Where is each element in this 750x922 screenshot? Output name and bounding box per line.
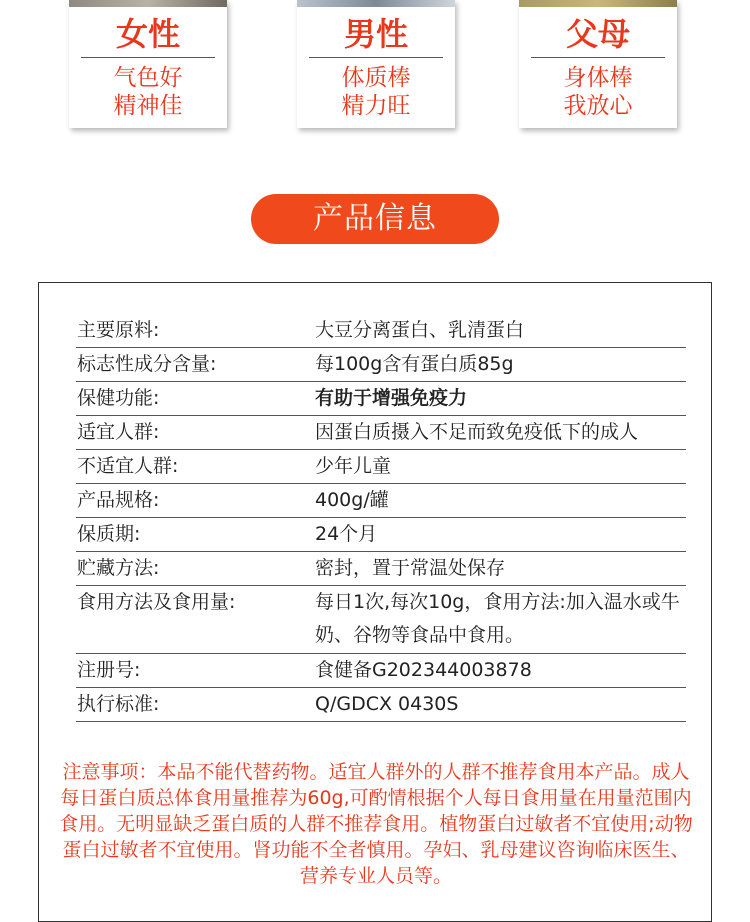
table-row <box>76 382 686 416</box>
table-row <box>76 314 686 348</box>
table-row <box>76 552 686 586</box>
table-row <box>76 654 686 688</box>
row-value: 400g/罐 <box>315 489 389 511</box>
row-key: 产品规格: <box>77 489 160 511</box>
card-line-1: 体质棒 <box>341 65 411 91</box>
row-key: 主要原料: <box>77 319 160 341</box>
row-value: 24个月 <box>315 523 378 545</box>
row-value: 少年儿童 <box>315 455 392 477</box>
row-key: 标志性成分含量: <box>77 353 217 375</box>
row-key: 贮藏方法: <box>77 557 160 579</box>
card-line-2: 我放心 <box>563 93 633 119</box>
table-row <box>76 416 686 450</box>
card-photo <box>519 0 677 7</box>
row-value: 食健备G202344003878 <box>315 659 532 681</box>
card-line-2: 精神佳 <box>113 93 183 119</box>
card-photo <box>69 0 227 7</box>
row-key: 食用方法及食用量: <box>77 591 236 613</box>
table-row <box>76 688 686 722</box>
row-value: 大豆分离蛋白、乳清蛋白 <box>315 319 525 341</box>
card-title: 父母 <box>565 15 630 53</box>
table-row <box>76 586 686 654</box>
card-divider <box>531 57 665 58</box>
row-value: 每100g含有蛋白质85g <box>315 353 514 375</box>
card-men <box>297 0 455 128</box>
table-row <box>76 484 686 518</box>
table-row <box>76 518 686 552</box>
row-key: 执行标准: <box>77 693 160 715</box>
row-value: 有助于增强免疫力 <box>315 387 468 409</box>
row-key: 注册号: <box>77 659 141 681</box>
row-key: 适宜人群: <box>77 421 160 443</box>
row-key: 保健功能: <box>77 387 160 409</box>
card-title: 男性 <box>343 15 408 53</box>
row-value: Q/GDCX 0430S <box>315 693 459 715</box>
row-value: 每日1次,每次10g，食用方法:加入温水或牛奶、谷物等食品中食用。 <box>315 591 680 646</box>
card-parents <box>519 0 677 128</box>
card-line-1: 身体棒 <box>563 65 633 91</box>
row-value: 因蛋白质摄入不足而致免疫低下的成人 <box>315 421 639 443</box>
card-line-2: 精力旺 <box>341 93 411 119</box>
table-row <box>76 348 686 382</box>
card-divider <box>81 57 215 58</box>
card-divider <box>309 57 443 58</box>
product-info-panel <box>38 282 712 922</box>
card-line-1: 气色好 <box>113 65 183 91</box>
card-photo <box>297 0 455 7</box>
row-value: 密封，置于常温处保存 <box>315 557 506 579</box>
audience-cards <box>0 0 750 140</box>
table-row <box>76 450 686 484</box>
section-title-product-info: 产品信息 <box>251 194 499 244</box>
card-women <box>69 0 227 128</box>
row-key: 保质期: <box>77 523 141 545</box>
notice-text: 注意事项：本品不能代替药物。适宜人群外的人群不推荐食用本产品。成人每日蛋白质总体食用量推荐为60g,可酌情根据个人每日食用量在用量范围内食用。无明显缺乏蛋白质的人群不推荐食用。植物蛋白过敏者不宜使用;动物蛋白过敏者不宜使用。肾功能不全者慎用。孕妇、乳母建议咨询临床医生、营养专业人员等。 <box>59 761 693 887</box>
product-info-table <box>76 314 686 722</box>
row-key: 不适宜人群: <box>77 455 179 477</box>
card-title: 女性 <box>115 15 180 53</box>
